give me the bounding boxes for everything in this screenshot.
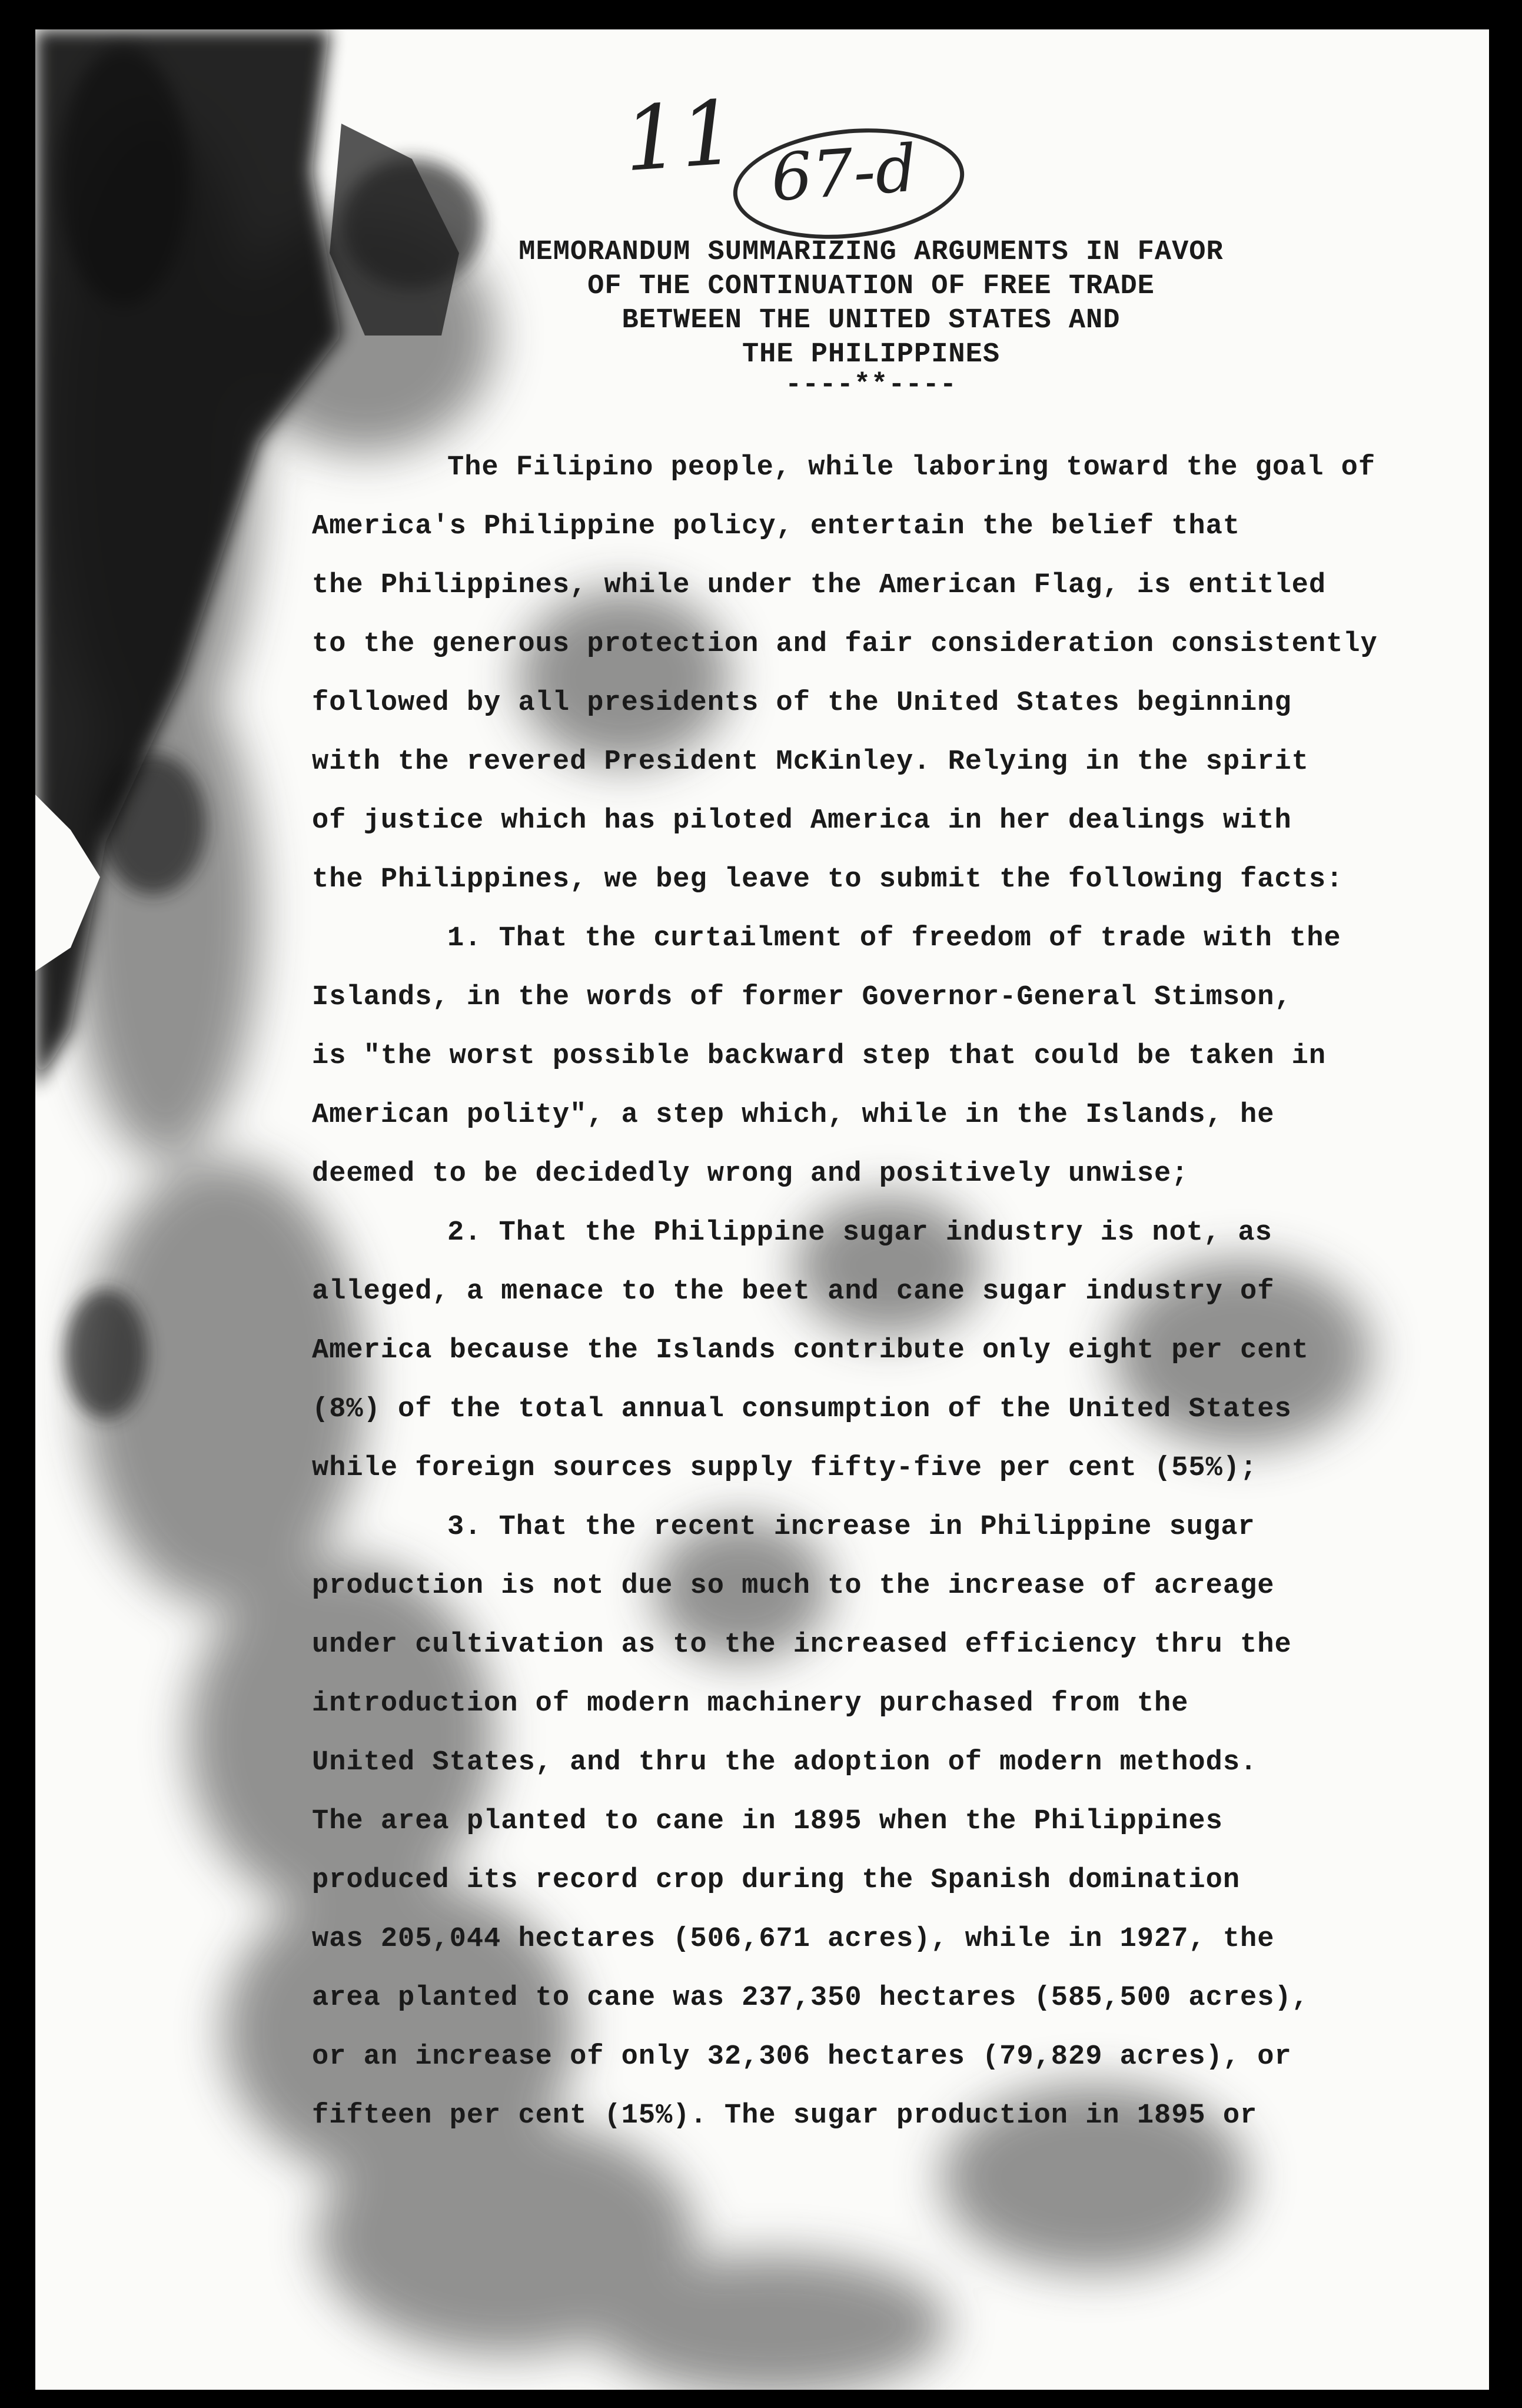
body-line: (8%) of the total annual consumption of the United States [312, 1394, 1292, 1425]
heading-divider: ----**---- [785, 370, 958, 401]
body-line: America's Philippine policy, entertain the belief that [312, 511, 1241, 542]
body-line: while foreign sources supply fifty-five per cent (55%); [312, 1453, 1258, 1484]
body-line: The area planted to cane in 1895 when the Philippines [312, 1806, 1223, 1837]
body-line: introduction of modern machinery purchased from the [312, 1688, 1189, 1719]
heading-line: THE PHILIPPINES [742, 339, 1001, 370]
body-line: or an increase of only 32,306 hectares (79,829 acres), or [312, 2041, 1292, 2072]
heading-line: OF THE CONTINUATION OF FREE TRADE [587, 271, 1155, 302]
body-line: America because the Islands contribute only eight per cent [312, 1335, 1309, 1366]
body-line: under cultivation as to the increased efficiency thru the [312, 1629, 1292, 1660]
document-page [35, 29, 1489, 2390]
body-line: of justice which has piloted America in her dealings with [312, 805, 1292, 836]
body-line: alleged, a menace to the beet and cane sugar industry of [312, 1276, 1275, 1307]
body-line: was 205,044 hectares (506,671 acres), while in 1927, the [312, 1924, 1275, 1955]
heading-line: MEMORANDUM SUMMARIZING ARGUMENTS IN FAVOR [519, 237, 1224, 268]
body-line: deemed to be decidedly wrong and positively unwise; [312, 1158, 1189, 1190]
body-line: 2. That the Philippine sugar industry is not, as [447, 1217, 1272, 1248]
body-line: to the generous protection and fair consideration consistently [312, 629, 1378, 660]
body-line: produced its record crop during the Spanish domination [312, 1865, 1241, 1896]
handwritten-page-number: 67-d [768, 130, 919, 216]
body-line: is "the worst possible backward step that could be taken in [312, 1041, 1327, 1072]
body-line: production is not due so much to the increase of acreage [312, 1570, 1275, 1602]
body-line: the Philippines, while under the American Flag, is entitled [312, 570, 1327, 601]
body-line: followed by all presidents of the United States beginning [312, 687, 1292, 719]
body-line: area planted to cane was 237,350 hectares (585,500 acres), [312, 1982, 1309, 2014]
body-line: the Philippines, we beg leave to submit the following facts: [312, 864, 1344, 895]
heading-line: BETWEEN THE UNITED STATES AND [622, 305, 1121, 336]
handwritten-folio-mark: 11 [620, 81, 740, 192]
body-line: American polity", a step which, while in the Islands, he [312, 1100, 1275, 1131]
body-line: 3. That the recent increase in Philippine sugar [447, 1512, 1255, 1543]
body-line: Islands, in the words of former Governor-General Stimson, [312, 982, 1292, 1013]
body-line: United States, and thru the adoption of modern methods. [312, 1747, 1258, 1778]
body-line: The Filipino people, while laboring toward the goal of [447, 452, 1376, 483]
body-line: 1. That the curtailment of freedom of trade with the [447, 923, 1341, 954]
body-line: fifteen per cent (15%). The sugar production in 1895 or [312, 2100, 1258, 2131]
body-line: with the revered President McKinley. Relying in the spirit [312, 746, 1309, 778]
